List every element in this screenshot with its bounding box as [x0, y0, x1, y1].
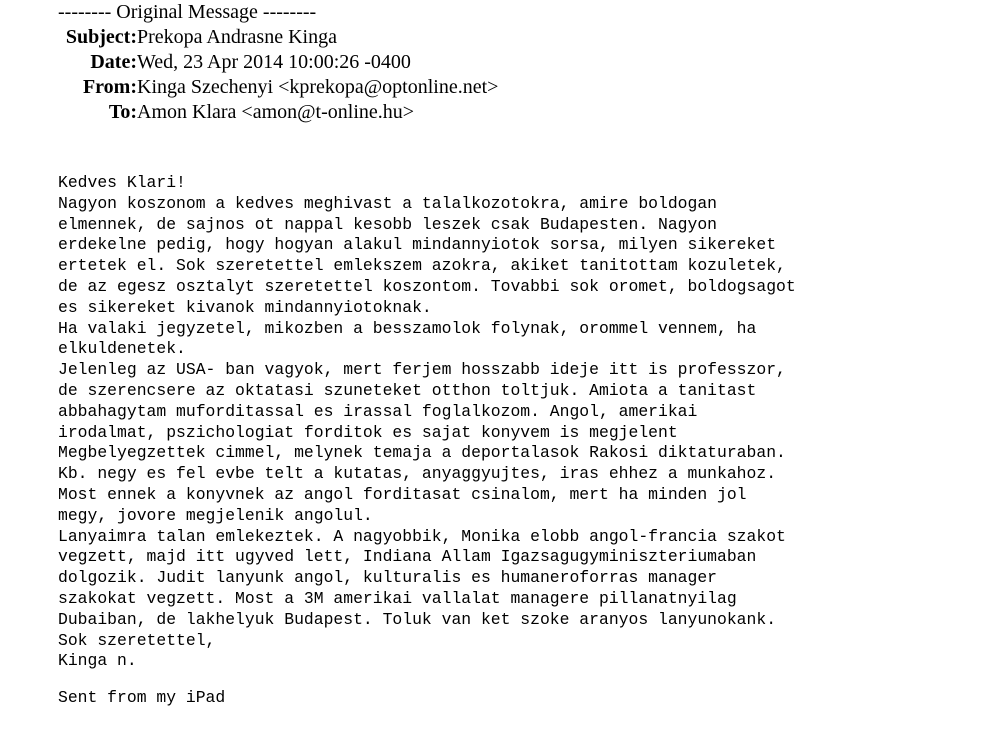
from-row — [0, 75, 984, 100]
message-line: megy, jovore megjelenik angolul. — [58, 505, 373, 525]
message-line: Kinga n. — [58, 651, 137, 671]
from-value: Kinga Szechenyi <kprekopa@optonline.net> — [137, 76, 499, 98]
message-line: erdekelne pedig, hogy hogyan alakul mindannyiotok sorsa, milyen sikereket — [58, 235, 777, 255]
message-line: Megbelyegzettek cimmel, melynek temaja a deportalasok Rakosi diktaturaban. — [58, 443, 786, 463]
message-line: de szerencsere az oktatasi szuneteket otthon toltjuk. Amiota a tanitast — [58, 380, 757, 400]
message-line: Ha valaki jegyzetel, mikozben a besszamolok folynak, orommel vennem, ha — [58, 318, 757, 338]
message-line: Jelenleg az USA- ban vagyok, mert ferjem hosszabb ideje itt is professzor, — [58, 360, 786, 380]
separator-row — [0, 0, 984, 25]
message-line: elmennek, de sajnos ot nappal kesobb leszek csak Budapesten. Nagyon — [58, 214, 718, 234]
message-line: irodalmat, pszichologiat forditok es sajat konyvem is megjelent — [58, 422, 678, 442]
message-line: Lanyaimra talan emlekeztek. A nagyobbik, Monika elobb angol-francia szakot — [58, 526, 786, 546]
subject-label: Subject: — [65, 26, 137, 48]
date-label: Date: — [90, 51, 137, 73]
message-line: ertetek el. Sok szeretettel emlekszem azokra, akiket tanitottam kozuletek, — [58, 256, 786, 276]
to-row — [0, 100, 984, 125]
subject-row — [0, 25, 984, 50]
message-line: Most ennek a konyvnek az angol forditasat csinalom, mert ha minden jol — [58, 484, 747, 504]
message-line: vegzett, majd itt ugyved lett, Indiana Allam Igazsagugyminiszteriumaban — [58, 547, 757, 567]
message-line: de az egesz osztalyt szeretettel koszontom. Tovabbi sok oromet, boldogsagot — [58, 276, 796, 296]
message-line: Kb. negy es fel evbe telt a kutatas, anyaggyujtes, iras ehhez a munkahoz. — [58, 464, 777, 484]
message-line: dolgozik. Judit lanyunk angol, kulturalis es humaneroforras manager — [58, 568, 718, 588]
to-label: To: — [108, 101, 137, 123]
date-row — [0, 50, 984, 75]
message-line: Dubaiban, de lakhelyuk Budapest. Toluk van ket szoke aranyos lanyunokank. — [58, 609, 777, 629]
message-line: Nagyon koszonom a kedves meghivast a talalkozotokra, amire boldogan — [58, 193, 718, 213]
email-header — [0, 0, 984, 125]
message-line: es sikereket kivanok mindannyiotoknak. — [58, 297, 432, 317]
signature-line: Sent from my iPad — [58, 688, 226, 707]
message-line: Sok szeretettel, — [58, 630, 216, 650]
from-label: From: — [82, 76, 137, 98]
to-value: Amon Klara <amon@t-online.hu> — [137, 101, 415, 123]
date-value: Wed, 23 Apr 2014 10:00:26 -0400 — [137, 51, 411, 73]
message-line: abbahagytam muforditassal es irassal foglalkozom. Angol, amerikai — [58, 401, 698, 421]
subject-value: Prekopa Andrasne Kinga — [137, 26, 337, 48]
original-message-separator: -------- Original Message -------- — [58, 1, 317, 23]
message-line: szakokat vegzett. Most a 3M amerikai vallalat managere pillanatnyilag — [58, 588, 737, 608]
message-line: elkuldenetek. — [58, 339, 186, 359]
message-line: Kedves Klari! — [58, 173, 186, 192]
message-body — [58, 173, 796, 672]
